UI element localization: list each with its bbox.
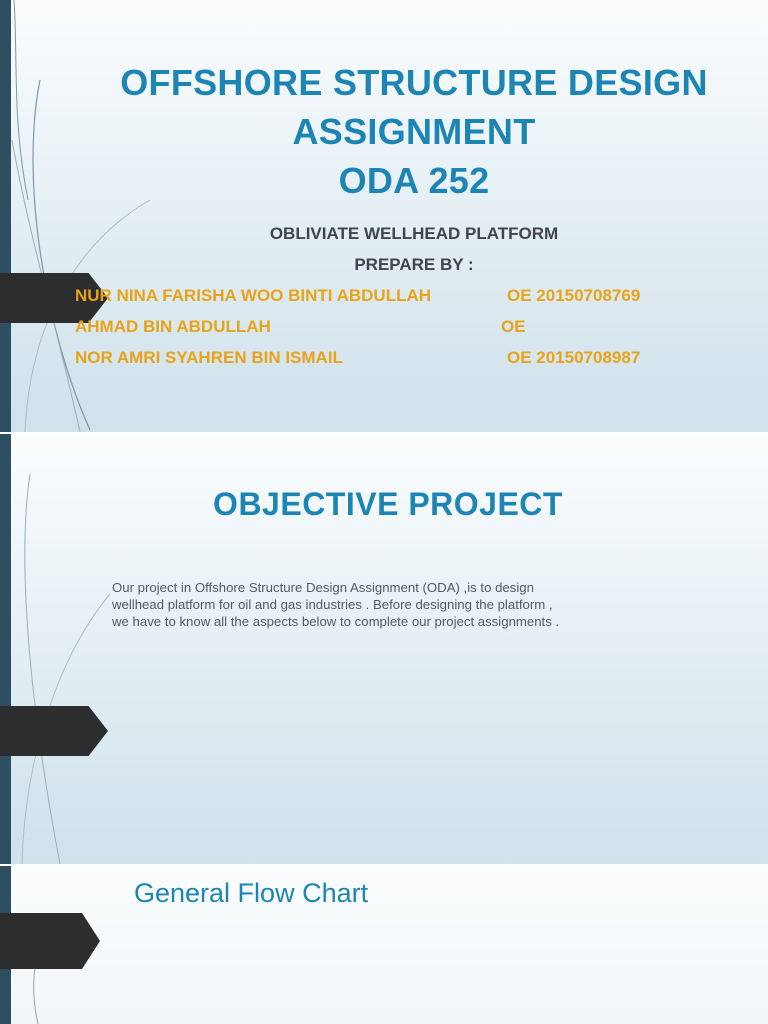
title-line: ODA 252 xyxy=(338,160,490,201)
objective-slide xyxy=(0,434,768,864)
arrow-tab xyxy=(0,913,100,969)
author-id: OE 20150708769 xyxy=(507,286,641,305)
slide-title: OBJECTIVE PROJECT xyxy=(213,486,563,522)
platform-name: OBLIVIATE WELLHEAD PLATFORM xyxy=(269,224,559,243)
left-accent-bar xyxy=(0,0,11,432)
author-name: NOR AMRI SYAHREN BIN ISMAIL xyxy=(75,348,343,367)
flow-chart-slide xyxy=(0,866,768,1024)
slide-title: General Flow Chart xyxy=(134,878,369,908)
title-line: OFFSHORE STRUCTURE DESIGN xyxy=(120,62,708,103)
author-name: NUR NINA FARISHA WOO BINTI ABDULLAH xyxy=(75,286,432,305)
arrow-tab xyxy=(0,706,108,756)
prepared-by-label: PREPARE BY : xyxy=(354,255,474,274)
presentation-title xyxy=(60,58,768,205)
paragraph-line: Our project in Offshore Structure Design Assignment (ODA) ,is to design xyxy=(112,580,534,595)
author-id: OE 20150708987 xyxy=(507,348,641,367)
author-id: OE xyxy=(501,317,526,336)
title-line: ASSIGNMENT xyxy=(292,111,536,152)
objective-paragraph xyxy=(112,579,672,630)
decorative-swoosh-lines xyxy=(0,866,768,1024)
author-name: AHMAD BIN ABDULLAH xyxy=(75,317,271,336)
title-slide xyxy=(0,0,768,432)
paragraph-line: we have to know all the aspects below to complete our project assignments . xyxy=(112,614,560,629)
paragraph-line: wellhead platform for oil and gas industries . Before designing the platform , xyxy=(112,597,553,612)
